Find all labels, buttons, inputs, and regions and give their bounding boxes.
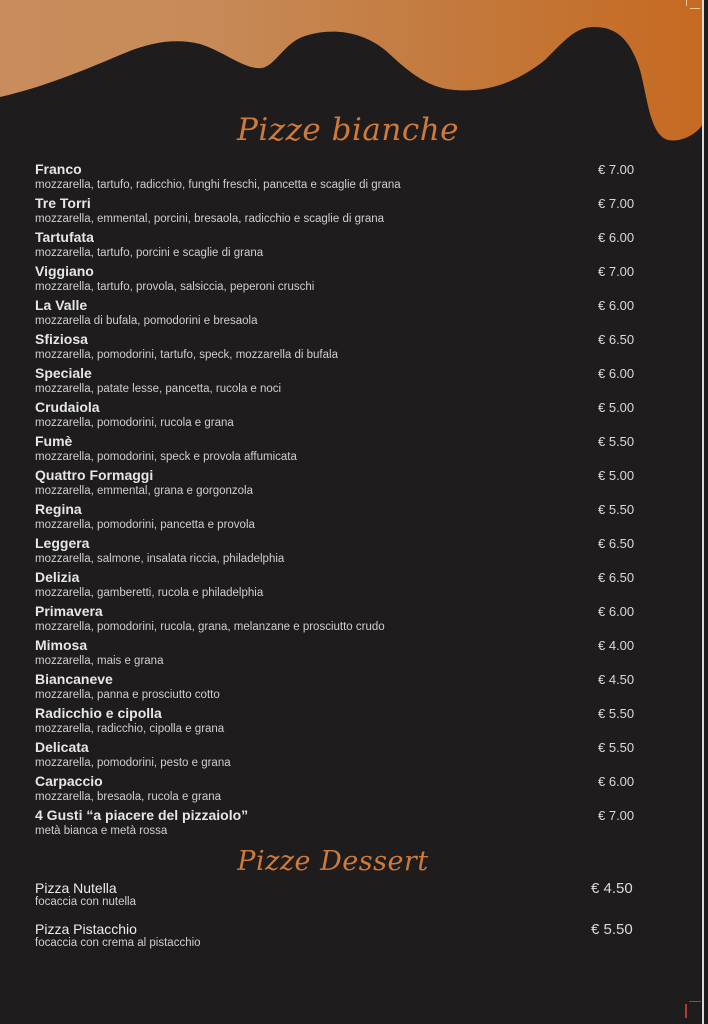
item-name: Tartufata	[35, 229, 94, 245]
item-name: 4 Gusti “a piacere del pizzaiolo”	[35, 807, 249, 823]
item-price: € 7.00	[598, 196, 635, 211]
crop-mark-bottom	[685, 1004, 687, 1018]
item-description: mozzarella, pomodorini, tartufo, speck, mozzarella di bufala	[35, 349, 338, 361]
item-description: mozzarella, tartufo, porcini e scaglie di grana	[35, 247, 264, 259]
item-name: Pizza Pistacchio	[35, 921, 137, 937]
item-name: Regina	[35, 501, 82, 517]
item-price: € 5.50	[598, 434, 635, 449]
item-description: mozzarella, tartufo, provola, salsiccia, peperoni cruschi	[35, 281, 315, 293]
item-description: focaccia con nutella	[35, 896, 137, 908]
item-description: metà bianca e metà rossa	[35, 825, 168, 837]
item-description: mozzarella, panna e prosciutto cotto	[35, 689, 220, 701]
item-name: Leggera	[35, 535, 90, 551]
item-description: mozzarella, mais e grana	[35, 655, 164, 667]
item-name: Biancaneve	[35, 671, 113, 687]
item-price: € 7.00	[598, 162, 635, 177]
section-title-pizze-bianche: Pizze bianche	[236, 112, 460, 148]
item-name: Speciale	[35, 365, 92, 381]
item-description: mozzarella, salmone, insalata riccia, philadelphia	[35, 553, 285, 565]
item-name: Fumè	[35, 433, 73, 449]
item-description: mozzarella, gamberetti, rucola e philadelphia	[35, 587, 264, 599]
item-name: Pizza Nutella	[35, 880, 117, 896]
crop-mark-top	[686, 0, 687, 6]
item-name: Primavera	[35, 603, 103, 619]
item-description: mozzarella, pomodorini, rucola e grana	[35, 417, 234, 429]
item-description: mozzarella, emmental, porcini, bresaola, radicchio e scaglie di grana	[35, 213, 385, 225]
item-description: mozzarella, pomodorini, pesto e grana	[35, 757, 231, 769]
item-price: € 7.00	[598, 264, 635, 279]
item-description: mozzarella, patate lesse, pancetta, rucola e noci	[35, 383, 282, 395]
item-description: mozzarella, tartufo, radicchio, funghi freschi, pancetta e scaglie di grana	[35, 179, 401, 191]
item-price: € 4.50	[591, 880, 633, 897]
item-description: mozzarella, bresaola, rucola e grana	[35, 791, 222, 803]
item-description: mozzarella di bufala, pomodorini e bresaola	[35, 315, 258, 327]
item-name: Delizia	[35, 569, 80, 585]
item-price: € 6.50	[598, 332, 635, 347]
item-name: Radicchio e cipolla	[35, 705, 162, 721]
item-name: Franco	[35, 161, 82, 177]
item-name: Mimosa	[35, 637, 88, 653]
item-description: focaccia con crema al pistacchio	[35, 937, 201, 949]
item-price: € 4.00	[598, 638, 635, 653]
item-price: € 5.50	[598, 740, 635, 755]
crop-mark-top	[690, 8, 700, 9]
item-price: € 6.50	[598, 570, 635, 585]
crop-mark-bottom	[689, 1001, 701, 1002]
item-price: € 5.00	[598, 468, 635, 483]
header-wave-decoration	[0, 0, 702, 190]
item-price: € 6.00	[598, 298, 635, 313]
item-price: € 5.50	[591, 921, 633, 938]
item-price: € 5.50	[598, 706, 635, 721]
item-name: Crudaiola	[35, 399, 100, 415]
item-name: Viggiano	[35, 263, 94, 279]
item-price: € 6.00	[598, 604, 635, 619]
item-price: € 6.00	[598, 774, 635, 789]
section-title-pizze-dessert: Pizze Dessert	[237, 846, 429, 877]
page-edge-strip	[704, 0, 708, 1024]
item-name: La Valle	[35, 297, 88, 313]
item-description: mozzarella, pomodorini, pancetta e provola	[35, 519, 255, 531]
item-price: € 5.00	[598, 400, 635, 415]
item-price: € 4.50	[598, 672, 635, 687]
item-name: Quattro Formaggi	[35, 467, 154, 483]
item-name: Delicata	[35, 739, 89, 755]
item-name: Carpaccio	[35, 773, 103, 789]
item-name: Sfiziosa	[35, 331, 88, 347]
item-description: mozzarella, pomodorini, speck e provola affumicata	[35, 451, 297, 463]
item-price: € 6.00	[598, 230, 635, 245]
item-description: mozzarella, radicchio, cipolla e grana	[35, 723, 225, 735]
item-price: € 5.50	[598, 502, 635, 517]
item-price: € 6.00	[598, 366, 635, 381]
item-price: € 6.50	[598, 536, 635, 551]
item-description: mozzarella, emmental, grana e gorgonzola	[35, 485, 253, 497]
item-description: mozzarella, pomodorini, rucola, grana, melanzane e prosciutto crudo	[35, 621, 385, 633]
item-name: Tre Torri	[35, 195, 91, 211]
item-price: € 7.00	[598, 808, 635, 823]
